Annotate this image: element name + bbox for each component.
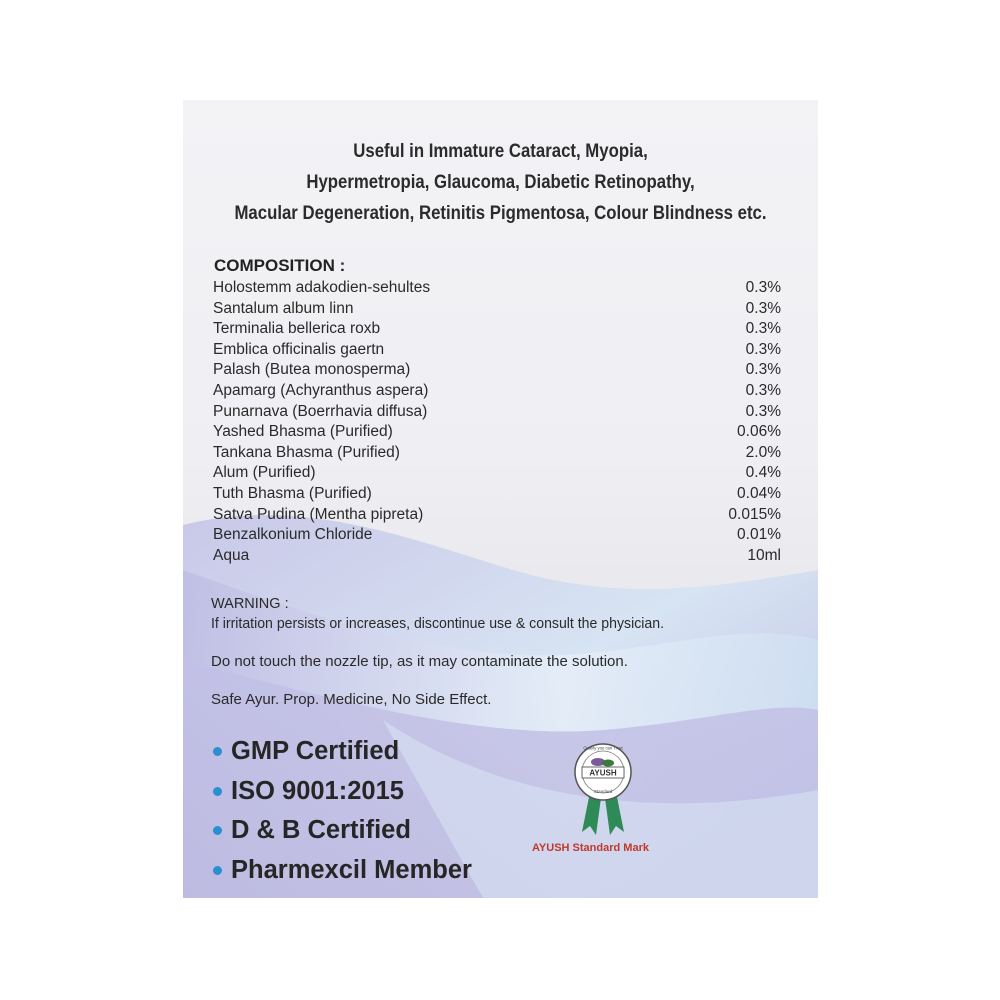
bullet-dot-icon (213, 826, 222, 835)
ingredient-name: Terminalia bellerica roxb (213, 320, 381, 338)
composition-row (213, 443, 781, 464)
composition-list (213, 278, 781, 566)
certification-item (213, 732, 472, 772)
ingredient-amount: 0.3% (745, 340, 781, 358)
composition-row (213, 463, 781, 484)
certification-label: ISO 9001:2015 (231, 776, 404, 805)
headline-line: Hypermetropia, Glaucoma, Diabetic Retinopathy, (306, 171, 695, 193)
ingredient-amount: 2.0% (745, 443, 781, 461)
indications-headline (227, 136, 773, 229)
ingredient-name: Alum (Purified) (213, 464, 316, 482)
ingredient-amount: 0.3% (745, 279, 781, 296)
certification-list (213, 732, 472, 890)
certification-label: D & B Certified (231, 816, 411, 845)
ingredient-name: Aqua (213, 546, 250, 564)
ingredient-name: Santalum album linn (213, 299, 354, 317)
ingredient-name: Apamarg (Achyranthus aspera) (213, 381, 429, 399)
certification-item (213, 772, 472, 812)
certification-label: GMP Certified (231, 737, 400, 766)
warning-title: WARNING : (211, 596, 289, 612)
ingredient-amount: 0.015% (728, 505, 781, 523)
ingredient-name: Tankana Bhasma (Purified) (213, 443, 400, 461)
seal-caption: AYUSH Standard Mark (532, 842, 649, 854)
ingredient-amount: 0.3% (745, 402, 781, 420)
warning-text: If irritation persists or increases, discontinue use & consult the physician. (211, 615, 664, 632)
ingredient-amount: 0.06% (737, 423, 781, 441)
composition-row (213, 525, 781, 546)
composition-row (213, 299, 781, 320)
ingredient-amount: 0.3% (745, 320, 781, 338)
seal-bottom-text: Standard (593, 789, 613, 794)
nozzle-note: Do not touch the nozzle tip, as it may contaminate the solution. (211, 653, 628, 670)
bullet-dot-icon (213, 866, 222, 875)
bullet-dot-icon (213, 747, 222, 756)
ingredient-name: Palash (Butea monosperma) (213, 361, 411, 379)
composition-row (213, 381, 781, 402)
ingredient-amount: 0.3% (745, 361, 781, 379)
seal-arc-text: Quality you can Trust (583, 745, 623, 751)
composition-row (213, 319, 781, 340)
composition-row (213, 546, 781, 567)
certification-label: Pharmexcil Member (231, 855, 472, 884)
ingredient-amount: 0.01% (737, 526, 781, 544)
composition-row (213, 278, 781, 299)
certification-item (213, 811, 472, 851)
composition-row (213, 422, 781, 443)
ingredient-name: Tuth Bhasma (Purified) (213, 484, 372, 502)
ingredient-name: Holostemm adakodien-sehultes (213, 279, 431, 296)
composition-row (213, 360, 781, 381)
certification-item (213, 851, 472, 891)
ingredient-amount: 0.3% (745, 299, 781, 317)
headline-line: Macular Degeneration, Retinitis Pigmentosa, Colour Blindness etc. (234, 202, 767, 224)
safety-note: Safe Ayur. Prop. Medicine, No Side Effect. (211, 691, 492, 708)
ingredient-amount: 10ml (747, 546, 781, 564)
ingredient-name: Yashed Bhasma (Purified) (213, 423, 393, 441)
ingredient-name: Satva Pudina (Mentha pipreta) (213, 505, 424, 523)
composition-row (213, 340, 781, 361)
ingredient-name: Emblica officinalis gaertn (213, 340, 385, 358)
composition-row (213, 484, 781, 505)
ingredient-amount: 0.3% (745, 381, 781, 399)
package-panel (183, 100, 818, 898)
seal-center-text: AYUSH (589, 768, 617, 778)
composition-row (213, 402, 781, 423)
headline-line: Useful in Immature Cataract, Myopia, (353, 140, 648, 162)
composition-row (213, 505, 781, 526)
ingredient-name: Punarnava (Boerrhavia diffusa) (213, 402, 428, 420)
bullet-dot-icon (213, 787, 222, 796)
ingredient-name: Benzalkonium Chloride (213, 526, 373, 544)
ingredient-amount: 0.4% (745, 464, 781, 482)
ingredient-amount: 0.04% (737, 484, 781, 502)
ayush-seal-icon (568, 740, 638, 840)
composition-title: COMPOSITION : (214, 256, 346, 275)
